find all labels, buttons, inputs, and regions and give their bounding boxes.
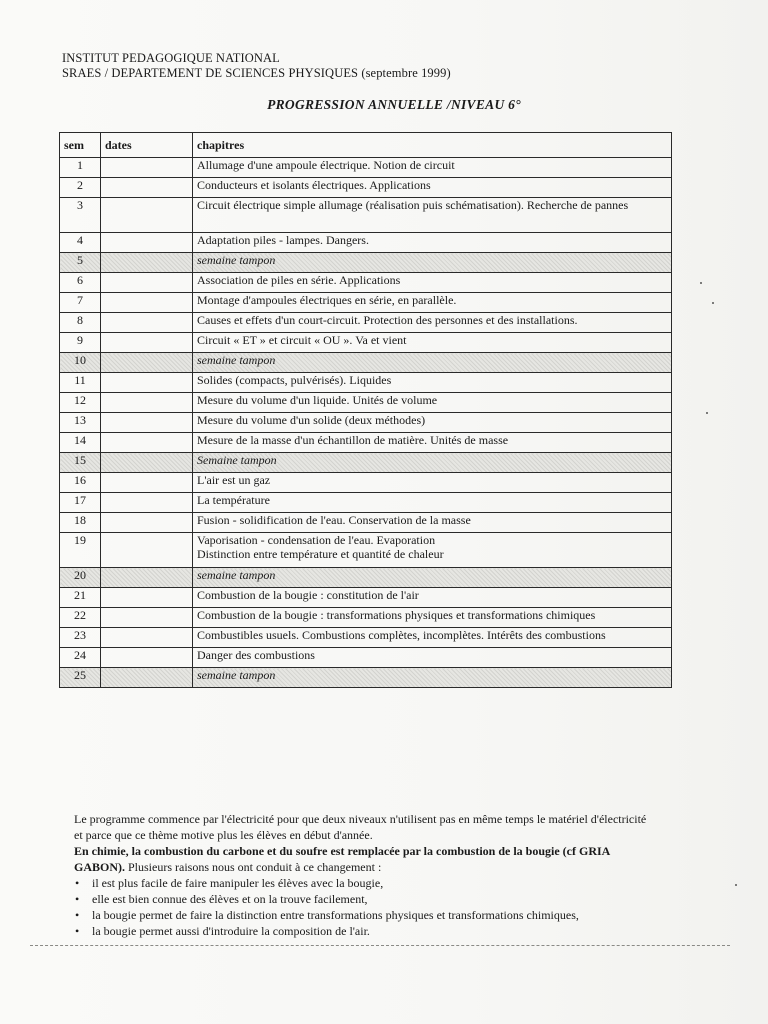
scan-divider-line <box>30 945 730 946</box>
sem-cell: 2 <box>60 178 101 198</box>
chapter-cell: L'air est un gaz <box>193 473 672 493</box>
dates-cell <box>101 608 193 628</box>
chapter-cell: semaine tampon <box>193 568 672 588</box>
sem-cell: 1 <box>60 158 101 178</box>
sem-cell: 9 <box>60 333 101 353</box>
sem-cell: 16 <box>60 473 101 493</box>
chapter-cell: Combustibles usuels. Combustions complètes, incomplètes. Intérêts des combustions <box>193 628 672 648</box>
scan-speck <box>712 302 714 304</box>
column-header-dates: dates <box>101 133 193 158</box>
chapter-cell: Fusion - solidification de l'eau. Conservation de la masse <box>193 513 672 533</box>
dates-cell <box>101 373 193 393</box>
scan-speck <box>706 412 708 414</box>
chapter-cell: Mesure du volume d'un solide (deux méthodes) <box>193 413 672 433</box>
dates-cell <box>101 333 193 353</box>
sem-cell: 7 <box>60 293 101 313</box>
sem-cell: 23 <box>60 628 101 648</box>
sem-cell: 5 <box>60 253 101 273</box>
dates-cell <box>101 178 193 198</box>
table-row <box>60 433 672 453</box>
table-row <box>60 313 672 333</box>
notes-paragraph-2 <box>74 843 654 875</box>
chapter-cell: Circuit « ET » et circuit « OU ». Va et vient <box>193 333 672 353</box>
table-row <box>60 198 672 233</box>
dates-cell <box>101 473 193 493</box>
column-header-sem: sem <box>60 133 101 158</box>
chapter-cell: Montage d'ampoules électriques en série, en parallèle. <box>193 293 672 313</box>
table-row <box>60 158 672 178</box>
sem-cell: 22 <box>60 608 101 628</box>
table-row <box>60 493 672 513</box>
page-title: PROGRESSION ANNUELLE /NIVEAU 6° <box>267 97 521 112</box>
table-row-tampon <box>60 453 672 473</box>
dates-cell <box>101 588 193 608</box>
table-row <box>60 648 672 668</box>
chapter-cell: Mesure de la masse d'un échantillon de matière. Unités de masse <box>193 433 672 453</box>
dates-cell <box>101 513 193 533</box>
sem-cell: 8 <box>60 313 101 333</box>
table-row <box>60 373 672 393</box>
chapter-cell: Conducteurs et isolants électriques. Applications <box>193 178 672 198</box>
scan-speck <box>735 884 737 886</box>
reasons-list <box>74 875 654 939</box>
list-item: • elle est bien connue des élèves et on la trouve facilement, <box>92 891 654 907</box>
document-header <box>62 51 451 81</box>
dates-cell <box>101 293 193 313</box>
dates-cell <box>101 393 193 413</box>
dates-cell <box>101 453 193 473</box>
dates-cell <box>101 628 193 648</box>
chapter-cell: Association de piles en série. Applications <box>193 273 672 293</box>
table-row-tampon <box>60 668 672 688</box>
list-item: • la bougie permet de faire la distinction entre transformations physiques et transformations chimiques, <box>92 907 654 923</box>
dates-cell <box>101 313 193 333</box>
table-row <box>60 608 672 628</box>
table-row-tampon <box>60 353 672 373</box>
dates-cell <box>101 568 193 588</box>
sem-cell: 20 <box>60 568 101 588</box>
chapter-cell: Semaine tampon <box>193 453 672 473</box>
dates-cell <box>101 533 193 568</box>
chapter-cell: La température <box>193 493 672 513</box>
sem-cell: 6 <box>60 273 101 293</box>
dates-cell <box>101 668 193 688</box>
table-row <box>60 533 672 568</box>
dates-cell <box>101 413 193 433</box>
dates-cell <box>101 158 193 178</box>
list-item: • la bougie permet aussi d'introduire la composition de l'air. <box>92 923 654 939</box>
sem-cell: 11 <box>60 373 101 393</box>
sem-cell: 18 <box>60 513 101 533</box>
dates-cell <box>101 198 193 233</box>
sem-cell: 19 <box>60 533 101 568</box>
chapter-cell: Danger des combustions <box>193 648 672 668</box>
table-header-row <box>60 133 672 158</box>
sem-cell: 13 <box>60 413 101 433</box>
institution-name: INSTITUT PEDAGOGIQUE NATIONAL <box>62 51 280 65</box>
dates-cell <box>101 353 193 373</box>
dates-cell <box>101 493 193 513</box>
table-row <box>60 588 672 608</box>
list-item: • il est plus facile de faire manipuler les élèves avec la bougie, <box>92 875 654 891</box>
column-header-chapters: chapitres <box>193 133 672 158</box>
chapter-cell: Mesure du volume d'un liquide. Unités de volume <box>193 393 672 413</box>
sem-cell: 3 <box>60 198 101 233</box>
sem-cell: 15 <box>60 453 101 473</box>
chapter-cell: semaine tampon <box>193 353 672 373</box>
sem-cell: 21 <box>60 588 101 608</box>
sem-cell: 12 <box>60 393 101 413</box>
table-row <box>60 393 672 413</box>
sem-cell: 25 <box>60 668 101 688</box>
chapter-cell: Causes et effets d'un court-circuit. Protection des personnes et des installations. <box>193 313 672 333</box>
table-row <box>60 473 672 493</box>
table-row <box>60 513 672 533</box>
scan-speck <box>700 282 702 284</box>
chapter-cell: Combustion de la bougie : constitution de l'air <box>193 588 672 608</box>
chapter-cell: Solides (compacts, pulvérisés). Liquides <box>193 373 672 393</box>
sem-cell: 17 <box>60 493 101 513</box>
sem-cell: 14 <box>60 433 101 453</box>
department-name: SRAES / DEPARTEMENT DE SCIENCES PHYSIQUES (septembre 1999) <box>62 66 451 80</box>
chapter-cell: semaine tampon <box>193 253 672 273</box>
table-row-tampon <box>60 253 672 273</box>
chapter-cell: Vaporisation - condensation de l'eau. Evaporation Distinction entre température et quantité de chaleur <box>193 533 672 568</box>
notes-paragraph-2-rest: Plusieurs raisons nous ont conduit à ce changement : <box>125 860 382 874</box>
dates-cell <box>101 253 193 273</box>
dates-cell <box>101 233 193 253</box>
dates-cell <box>101 433 193 453</box>
table-row <box>60 273 672 293</box>
notes-section <box>74 811 654 939</box>
table-row <box>60 333 672 353</box>
chapter-cell: Circuit électrique simple allumage (réalisation puis schématisation). Recherche de pannes <box>193 198 672 233</box>
chapter-cell: Adaptation piles - lampes. Dangers. <box>193 233 672 253</box>
sem-cell: 24 <box>60 648 101 668</box>
table-body <box>60 158 672 688</box>
notes-paragraph-1: Le programme commence par l'électricité pour que deux niveaux n'utilisent pas en même temps le matériel d'électricité et parce que ce thème motive plus les élèves en début d'année. <box>74 812 647 842</box>
table-row <box>60 628 672 648</box>
sem-cell: 4 <box>60 233 101 253</box>
chapter-cell: Combustion de la bougie : transformations physiques et transformations chimiques <box>193 608 672 628</box>
dates-cell <box>101 273 193 293</box>
chapter-cell: semaine tampon <box>193 668 672 688</box>
table-row-tampon <box>60 568 672 588</box>
chapter-cell: Allumage d'une ampoule électrique. Notion de circuit <box>193 158 672 178</box>
table-row <box>60 178 672 198</box>
table-row <box>60 293 672 313</box>
table-row <box>60 233 672 253</box>
sem-cell: 10 <box>60 353 101 373</box>
dates-cell <box>101 648 193 668</box>
progression-table <box>59 132 672 688</box>
table-row <box>60 413 672 433</box>
notes-paragraph-2-bold: En chimie, la combustion du carbone et du soufre est remplacée par la combustion de la bougie (cf GRIA GABON). <box>74 844 610 874</box>
